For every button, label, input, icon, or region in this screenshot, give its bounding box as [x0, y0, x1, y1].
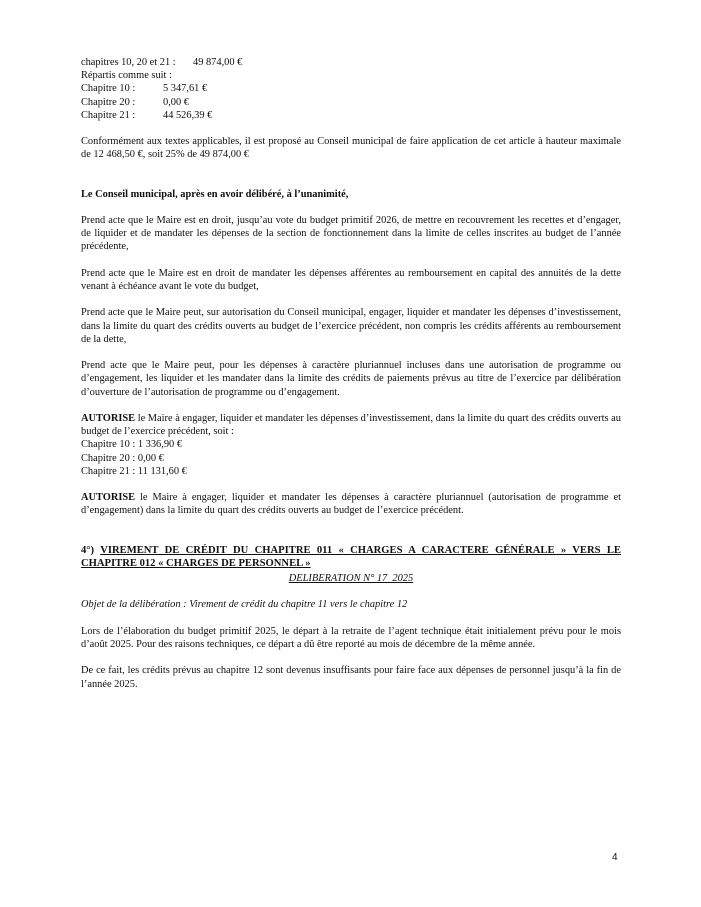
prend-acte-paragraph-4: Prend acte que le Maire peut, pour les dépenses à caractère pluriannuel incluses dans une autorisation de programme ou d’engagement, les liquider et les mandater dans la limite des crédits de paiements prévus au titre de l’exercice par délibération d’ouverture de l’autorisation de programme ou d’engagement. — [81, 360, 621, 398]
chapter-value: 44 526,39 € — [163, 109, 213, 121]
chapter-label: Chapitre 21 : — [81, 109, 136, 121]
decision-heading: Le Conseil municipal, après en avoir délibéré, à l’unanimité, — [81, 188, 349, 200]
total-line — [81, 56, 621, 69]
section-paragraph-1: Lors de l’élaboration du budget primitif 2025, le départ à la retraite de l’agent technique était initialement prévu pour le mois d’août 2025. Pour des raisons techniques, ce départ a dû être reporté au mois de décembre de la même année. — [81, 625, 621, 650]
chapter-row — [81, 82, 621, 95]
repartis-label: Répartis comme suit : — [81, 70, 172, 82]
autorise-text: le Maire à engager, liquider et mandater les dépenses d’investissement, dans la limite du quart des crédits ouverts au budget de l’exercice précédent, soit : — [81, 412, 621, 438]
autorise-chapter-line: Chapitre 21 : 11 131,60 € — [81, 465, 187, 477]
prend-acte-paragraph-2: Prend acte que le Maire est en droit de mandater les dépenses afférentes au remboursement en capital des annuités de la dette venant à échéance avant le vote du budget, — [81, 267, 621, 292]
chapter-row — [81, 109, 621, 122]
objet-line: Objet de la délibération : Virement de crédit du chapitre 11 vers le chapitre 12 — [81, 599, 408, 611]
autorise-paragraph-2 — [81, 491, 621, 517]
chapter-value: 5 347,61 € — [163, 83, 208, 95]
section-paragraph-2: De ce fait, les crédits prévus au chapitre 12 sont devenus insuffisants pour faire face aux dépenses de personnel jusqu’à la fin de l’année 2025. — [81, 665, 621, 690]
document-page — [81, 56, 621, 691]
autorise-keyword: AUTORISE — [81, 412, 136, 424]
page-number: 4 — [612, 852, 618, 863]
autorise-chapter-line: Chapitre 20 : 0,00 € — [81, 452, 164, 464]
section-number: 4°) — [81, 544, 101, 556]
section-title-text: VIREMENT DE CRÉDIT DU CHAPITRE 011 « CHARGES A CARACTERE GÉNÉRALE » VERS LE CHAPITRE 012 « CHARGES DE PERSONNEL » — [81, 544, 621, 569]
autorise-paragraph-1 — [81, 412, 621, 438]
chapter-label: Chapitre 10 : — [81, 83, 136, 95]
total-value: 49 874,00 € — [193, 57, 243, 68]
prend-acte-paragraph-3: Prend acte que le Maire peut, sur autorisation du Conseil municipal, engager, liquider et mandater les dépenses d’investissement, dans la limite du quart des crédits ouverts au budget de l’exercice précédent, non compris les crédits afférents au remboursement de la dette, — [81, 307, 621, 345]
chapter-value: 0,00 € — [163, 96, 189, 108]
autorise-chapter-line: Chapitre 10 : 1 336,90 € — [81, 439, 183, 451]
autorise-text: le Maire à engager, liquider et mandater les dépenses à caractère pluriannuel (autorisation de programme et d’engagement) dans la limite du quart des crédits ouverts au budget de l’exercice précédent. — [81, 492, 621, 517]
total-label: chapitres 10, 20 et 21 : — [81, 57, 176, 68]
section-title — [81, 544, 621, 570]
chapter-row — [81, 96, 621, 109]
prend-acte-paragraph-1: Prend acte que le Maire est en droit, jusqu’au vote du budget primitif 2026, de mettre en recouvrement les recettes et d’engager, de liquider et de mandater les dépenses de la section de fonctionnement dans la limite de celles inscrites au budget de l’année précédente, — [81, 215, 621, 253]
conformement-paragraph: Conformément aux textes applicables, il est proposé au Conseil municipal de faire application de cet article à hauteur maximale de 12 468,50 €, soit 25% de 49 874,00 € — [81, 136, 621, 161]
autorise-keyword: AUTORISE — [81, 492, 136, 504]
deliberation-number: DELIBERATION N° 17_2025 — [288, 573, 414, 584]
chapter-label: Chapitre 20 : — [81, 96, 136, 108]
